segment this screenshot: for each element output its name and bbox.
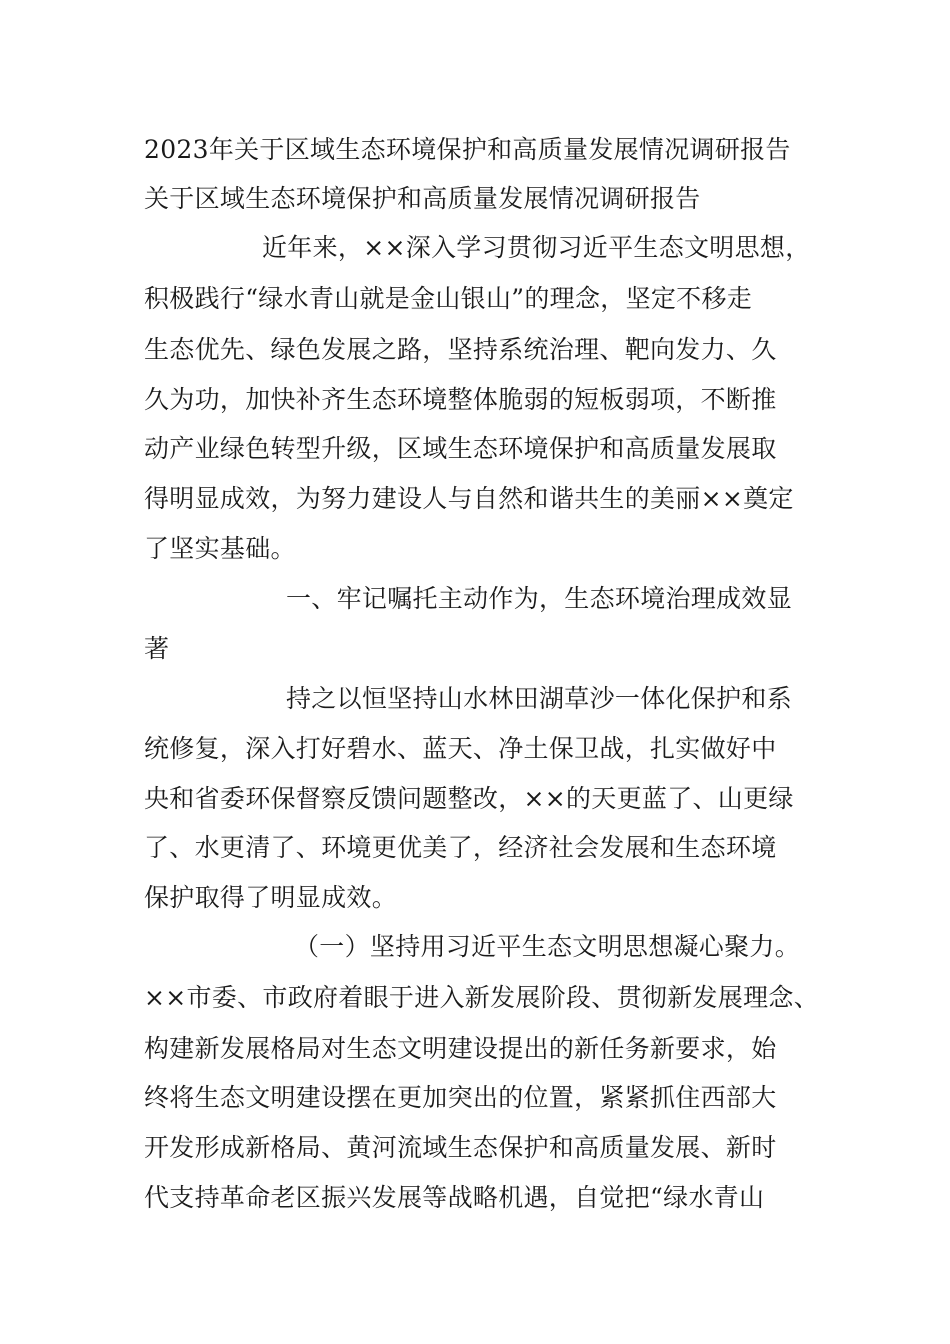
- paragraph-line: （一）坚持用习近平生态文明思想凝心聚力。: [294, 932, 801, 961]
- paragraph-line: 持之以恒坚持山水林田湖草沙一体化保护和系: [286, 684, 793, 713]
- paragraph-line: 统修复，深入打好碧水、蓝天、净土保卫战，扎实做好中: [144, 734, 777, 763]
- paragraph-line: ××市委、市政府着眼于进入新发展阶段、贯彻新发展理念、: [144, 983, 819, 1012]
- paragraph-line: 久为功，加快补齐生态环境整体脆弱的短板弱项，不断推: [144, 385, 777, 414]
- paragraph-line: 近年来，××深入学习贯彻习近平生态文明思想，: [262, 233, 811, 262]
- paragraph-line: 了、水更清了、环境更优美了，经济社会发展和生态环境: [144, 833, 777, 862]
- document-subtitle: 关于区域生态环境保护和高质量发展情况调研报告: [144, 184, 701, 213]
- heading-line: 一、牢记嘱托主动作为，生态环境治理成效显: [286, 584, 793, 613]
- heading-line: 著: [144, 634, 170, 663]
- paragraph-line: 央和省委环保督察反馈问题整改，××的天更蓝了、山更绿: [144, 784, 794, 813]
- paragraph-line: 保护取得了明显成效。: [144, 883, 398, 912]
- paragraph-line: 动产业绿色转型升级，区域生态环境保护和高质量发展取: [144, 434, 777, 463]
- paragraph-line: 终将生态文明建设摆在更加突出的位置，紧紧抓住西部大: [144, 1083, 777, 1112]
- paragraph-line: 生态优先、绿色发展之路，坚持系统治理、靶向发力、久: [144, 335, 777, 364]
- paragraph-line: 得明显成效，为努力建设人与自然和谐共生的美丽××奠定: [144, 484, 794, 513]
- document-title: 2023年关于区域生态环境保护和高质量发展情况调研报告: [144, 135, 791, 164]
- paragraph-line: 构建新发展格局对生态文明建设提出的新任务新要求，始: [144, 1034, 777, 1063]
- paragraph-line: 开发形成新格局、黄河流域生态保护和高质量发展、新时: [144, 1133, 777, 1162]
- paragraph-line: 了坚实基础。: [144, 534, 296, 563]
- paragraph-line: 积极践行“绿水青山就是金山银山”的理念，坚定不移走: [144, 284, 753, 313]
- paragraph-line: 代支持革命老区振兴发展等战略机遇，自觉把“绿水青山: [144, 1183, 765, 1212]
